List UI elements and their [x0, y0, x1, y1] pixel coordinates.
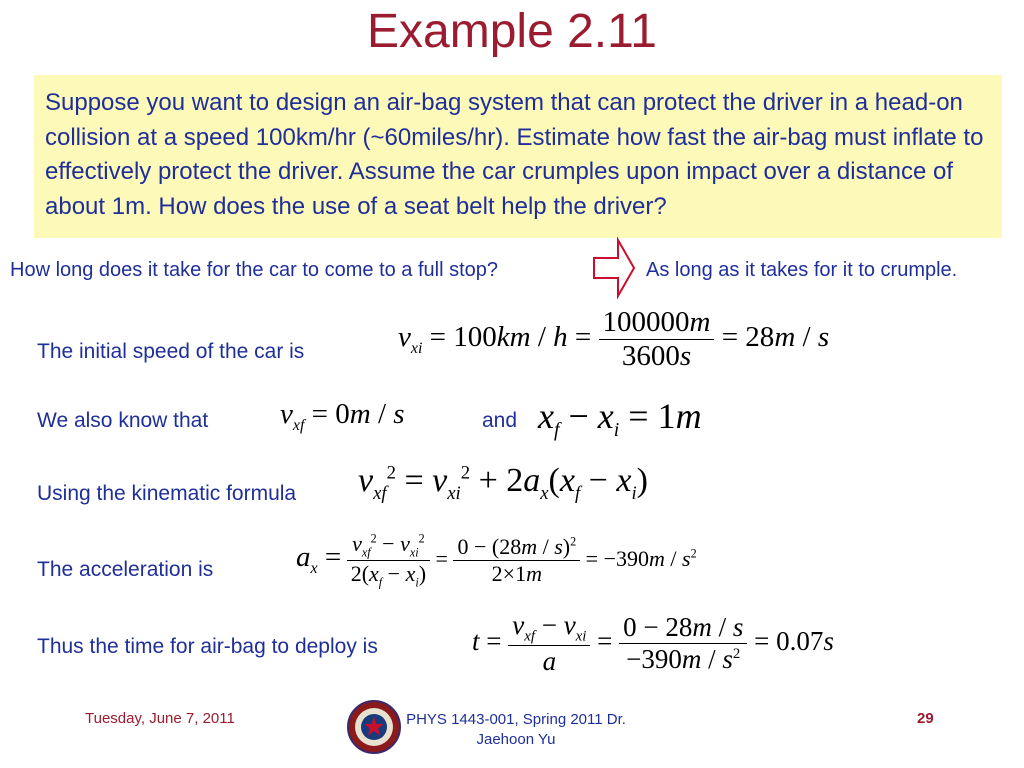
- kinematic-label: Using the kinematic formula: [37, 482, 297, 505]
- deploy-time-label: Thus the time for air-bag to deploy is: [37, 635, 378, 658]
- deploy-time-equation: t = $\frac{v_{xf} - v_{xi}}{a}$ = $\frac{0 - 28m / s}{-390m / s^2}$ = 0.07s: [472, 610, 834, 677]
- answer-text: As long as it takes for it to crumple.: [646, 259, 958, 281]
- final-speed-equation: $v_{xf} = 0m / s$: [280, 398, 405, 434]
- distance-equation: $x_f - x_i = 1m$: [538, 396, 702, 442]
- and-label: and: [482, 409, 518, 432]
- right-arrow-icon: [592, 237, 638, 299]
- page-number: 29: [917, 710, 934, 727]
- problem-box: Suppose you want to design an air-bag system that can protect the driver in a head-on collision at a speed 100km/hr (~60miles/hr). Estimate how fast the air-bag must inflate to effectively protect the driver. Assume the car crumples upon impact over a distance of about 1m. How does the use of a seat belt help the driver?: [34, 75, 1002, 238]
- acceleration-equation: $a_x$ = $\frac{v_{xf}^2 - v_{xi}^2}{2(x_f - x_i)}$ = $\frac{0 - (28m / s)^2}{2\times 1m}$ = $-390m / s^2$: [296, 531, 697, 590]
- acceleration-label: The acceleration is: [37, 558, 214, 581]
- also-know-label: We also know that: [37, 409, 209, 432]
- slide-title: Example 2.11: [367, 5, 657, 58]
- initial-speed-equation: $v_{xi} = 100km / h$ = $\frac{100000m}{3600s}$ = 28m / s: [398, 306, 830, 372]
- kinematic-equation: $v_{xf}^2 = v_{xi}^2 + 2a_x(x_f - x_i)$: [358, 462, 648, 504]
- question-text: How long does it take for the car to come to a full stop?: [10, 259, 499, 281]
- footer-date: Tuesday, June 7, 2011: [85, 710, 235, 727]
- footer-course: PHYS 1443-001, Spring 2011 Dr. Jaehoon Yu: [406, 711, 626, 748]
- initial-speed-label: The initial speed of the car is: [37, 340, 305, 363]
